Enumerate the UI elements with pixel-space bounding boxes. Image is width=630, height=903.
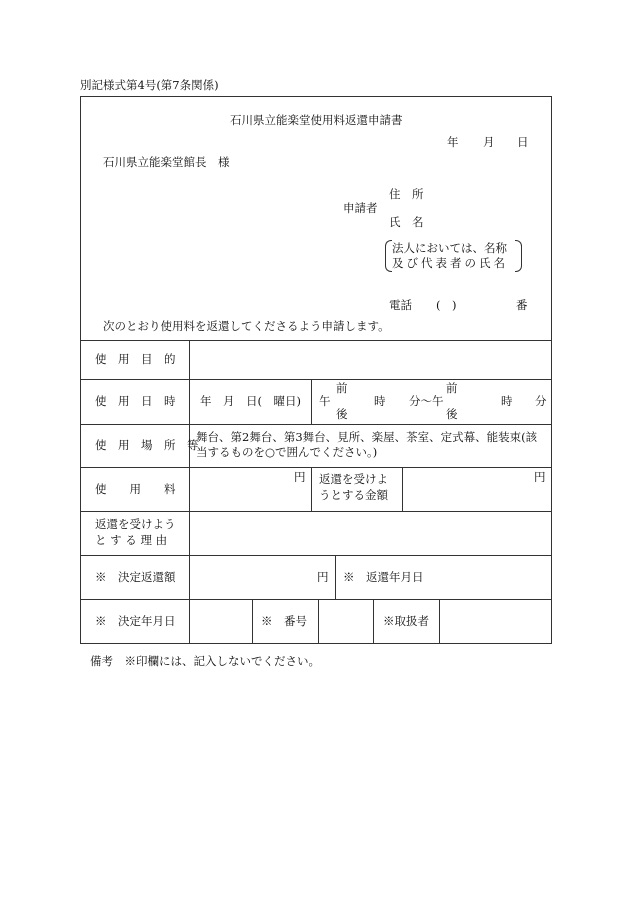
- table-line: [80, 555, 552, 556]
- request-text: 次のとおり使用料を返還してくださるよう申請します。: [103, 319, 390, 333]
- table-line: [311, 467, 312, 511]
- name-label: 氏 名: [389, 215, 424, 229]
- noon-1: 午: [319, 394, 331, 408]
- reason-label-line1: 返還を受けよう: [95, 517, 176, 531]
- applicant-label: 申請者: [343, 201, 378, 215]
- date-month: 月: [483, 135, 495, 149]
- decided-amount-yen: 円: [317, 570, 329, 584]
- table-line: [402, 467, 403, 511]
- hour-1: 時: [374, 394, 386, 408]
- hour-2: 時: [501, 394, 513, 408]
- am-2: 前: [446, 381, 458, 395]
- number-label: ※ 番号: [261, 614, 307, 628]
- table-line: [318, 599, 319, 644]
- purpose-label: 使 用 目 的: [95, 352, 176, 366]
- pm-1: 後: [336, 407, 348, 421]
- min-tilde: 分〜午: [409, 394, 444, 408]
- address-label: 住 所: [389, 187, 424, 201]
- table-line: [80, 379, 552, 380]
- decided-amount-label: ※ 決定返還額: [95, 570, 176, 584]
- table-line: [80, 599, 552, 600]
- table-line: [80, 340, 552, 341]
- decided-date-label: ※ 決定年月日: [95, 614, 176, 628]
- phone-label: 電話: [389, 298, 412, 312]
- place-text-line1: 舞台、第2舞台、第3舞台、見所、楽屋、茶室、定式幕、能装束(該: [196, 430, 538, 444]
- refund-date-label: ※ 返還年月日: [343, 570, 424, 584]
- place-text-line2: 当するものを○で囲んでください。): [196, 445, 378, 459]
- handler-label: ※取扱者: [383, 614, 429, 628]
- table-line: [80, 424, 552, 425]
- am-1: 前: [336, 381, 348, 395]
- refund-amount-yen: 円: [534, 470, 546, 484]
- date-year: 年: [447, 135, 459, 149]
- fee-label: 使 用 料: [95, 482, 176, 496]
- datetime-label: 使 用 日 時: [95, 394, 176, 408]
- phone-ban: 番: [516, 298, 528, 312]
- corporate-note-line1: 法人においては、名称: [392, 241, 507, 255]
- datetime-ymd: 年 月 日( 曜日): [200, 394, 301, 408]
- application-form: [80, 96, 552, 644]
- reason-label-line2: と す る 理 由: [95, 533, 168, 547]
- table-line: [373, 599, 374, 644]
- refund-amount-label-line1: 返還を受けよ: [319, 472, 388, 486]
- corporate-note-line2: 及び代表者の氏名: [392, 256, 508, 270]
- table-line: [189, 340, 190, 644]
- refund-amount-label-line2: うとする金額: [319, 488, 388, 502]
- min-2: 分: [535, 394, 547, 408]
- date-day: 日: [517, 135, 529, 149]
- table-line: [335, 555, 336, 599]
- pm-2: 後: [446, 407, 458, 421]
- table-line: [439, 599, 440, 644]
- table-line: [80, 467, 552, 468]
- form-number: 別記様式第4号(第7条関係): [80, 78, 219, 92]
- table-line: [252, 599, 253, 644]
- remarks: 備考 ※印欄には、記入しないでください。: [90, 654, 320, 668]
- table-line: [80, 511, 552, 512]
- form-title: 石川県立能楽堂使用料返還申請書: [230, 113, 403, 127]
- fee-yen: 円: [294, 470, 306, 484]
- phone-parens: ( ): [436, 298, 457, 312]
- table-line: [311, 379, 312, 424]
- place-label: 使 用 場 所 等: [95, 438, 199, 452]
- addressee: 石川県立能楽堂館長 様: [103, 155, 230, 169]
